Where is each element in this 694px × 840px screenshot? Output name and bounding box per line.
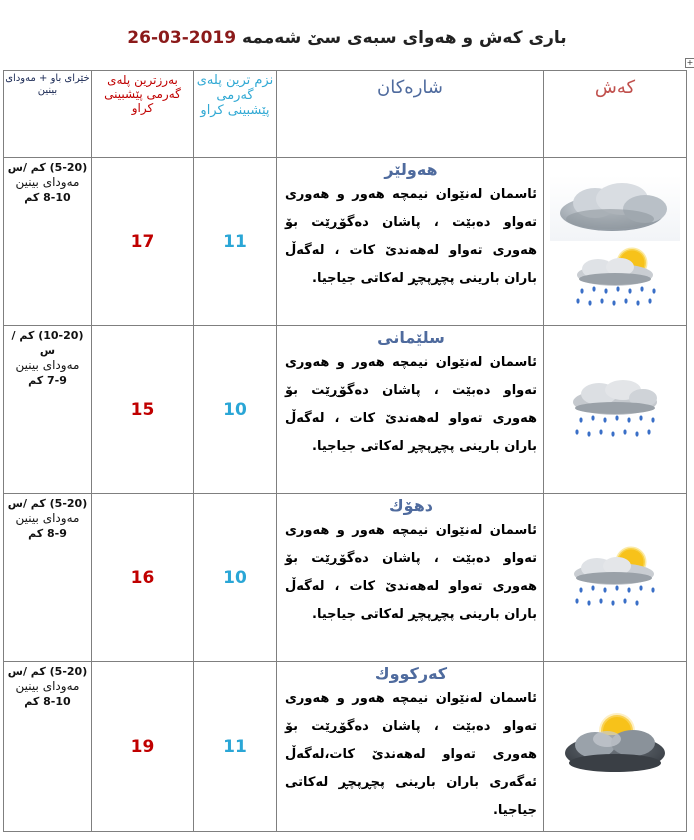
- wind-cell: [4, 494, 92, 662]
- page-title: [0, 28, 694, 48]
- forecast-description: ئاسمان لەنێوان نیمچە هەور و هەوری تەواو دەبێت ، پاشان دەگۆڕێت بۆ هەوری تەواو لەهەندێ كات ، لەگەڵ باران بارینی پچڕپچڕ لەكاتی جیاجیا.: [285, 187, 537, 286]
- city-name: كەركووك: [374, 664, 448, 683]
- max-temp: 19: [92, 662, 194, 832]
- visibility-label: مەودای بینین: [15, 175, 80, 189]
- city-cell: [277, 494, 544, 662]
- min-temp: 11: [194, 662, 277, 832]
- header-cities: شارەكان: [277, 71, 544, 158]
- visibility-value: 7-9 كم: [28, 374, 67, 387]
- wind-cell: [4, 662, 92, 832]
- wind-cell: [4, 158, 92, 326]
- forecast-description: ئاسمان لەنێوان نیمچە هەور و هەوری تەواو دەبێت ، پاشان دەگۆڕێت بۆ هەوری تەواو لەهەندێ كات،لەگەڵ ئەگەری باران بارینی پچڕپچڕ لەكاتی جیاجیا.: [285, 691, 537, 818]
- weather-icons-cell: [544, 494, 687, 662]
- visibility-label: مەودای بینین: [15, 511, 80, 525]
- max-temp: 17: [92, 158, 194, 326]
- table-row: [4, 158, 687, 326]
- forecast-description: ئاسمان لەنێوان نیمچە هەور و هەوری تەواو دەبێت ، پاشان دەگۆڕێت بۆ هەوری تەواو لەهەندێ كات ، لەگەڵ باران بارینی پچڕپچڕ لەكاتی جیاجیا.: [285, 355, 537, 454]
- forecast-description: ئاسمان لەنێوان نیمچە هەور و هەوری تەواو دەبێت ، پاشان دەگۆڕێت بۆ هەوری تەواو لەهەندێ كات ، لەگەڵ باران بارینی پچڕپچڕ لەكاتی جیاجیا.: [285, 523, 537, 622]
- city-cell: [277, 662, 544, 832]
- title-text: باری كەش و هەوای سبەی سێ شەممە: [242, 28, 567, 48]
- header-wind: خێرای باو + مەودای بینین: [4, 71, 92, 158]
- forecast-table: [3, 70, 687, 832]
- max-temp: 15: [92, 326, 194, 494]
- cloud-rain-icon: [559, 378, 671, 442]
- table-move-handle-icon[interactable]: +: [686, 58, 694, 67]
- city-cell: [277, 158, 544, 326]
- min-temp: 11: [194, 158, 277, 326]
- wind-speed: (10-20) كم /س: [11, 329, 84, 357]
- visibility-label: مەودای بینین: [15, 679, 80, 693]
- visibility-label: مەودای بینین: [15, 358, 80, 372]
- cloud-photo-icon: [550, 175, 680, 241]
- min-temp: 10: [194, 326, 277, 494]
- city-name: دهۆك: [389, 496, 433, 515]
- sun-dark-cloud-icon: [555, 711, 675, 783]
- header-row: [4, 71, 687, 158]
- sun-cloud-rain-icon: [559, 546, 671, 610]
- table-row: [4, 326, 687, 494]
- header-min-temp: نزم ترین پلەی گەرمی پێشبینی كراو: [194, 71, 277, 158]
- title-date: 2019-03-26: [127, 28, 237, 48]
- header-weather: كەش: [544, 71, 687, 158]
- weather-icons-cell: [544, 158, 687, 326]
- min-temp: 10: [194, 494, 277, 662]
- wind-speed: (5-20) كم /س: [7, 161, 88, 174]
- visibility-value: 8-10 كم: [24, 695, 71, 708]
- city-name: هەولێر: [384, 160, 438, 179]
- wind-cell: [4, 326, 92, 494]
- visibility-value: 8-9 كم: [28, 527, 67, 540]
- weather-icons-cell: [544, 662, 687, 832]
- table-row: [4, 494, 687, 662]
- weather-icons-cell: [544, 326, 687, 494]
- wind-speed: (5-20) كم /س: [7, 665, 88, 678]
- header-max-temp: بەرزترین پلەی گەرمی پێشبینی كراو: [92, 71, 194, 158]
- table-row: [4, 662, 687, 832]
- visibility-value: 8-10 كم: [24, 191, 71, 204]
- city-cell: [277, 326, 544, 494]
- sun-cloud-rain-icon: [560, 247, 670, 309]
- wind-speed: (5-20) كم /س: [7, 497, 88, 510]
- city-name: سلێمانی: [377, 328, 445, 347]
- max-temp: 16: [92, 494, 194, 662]
